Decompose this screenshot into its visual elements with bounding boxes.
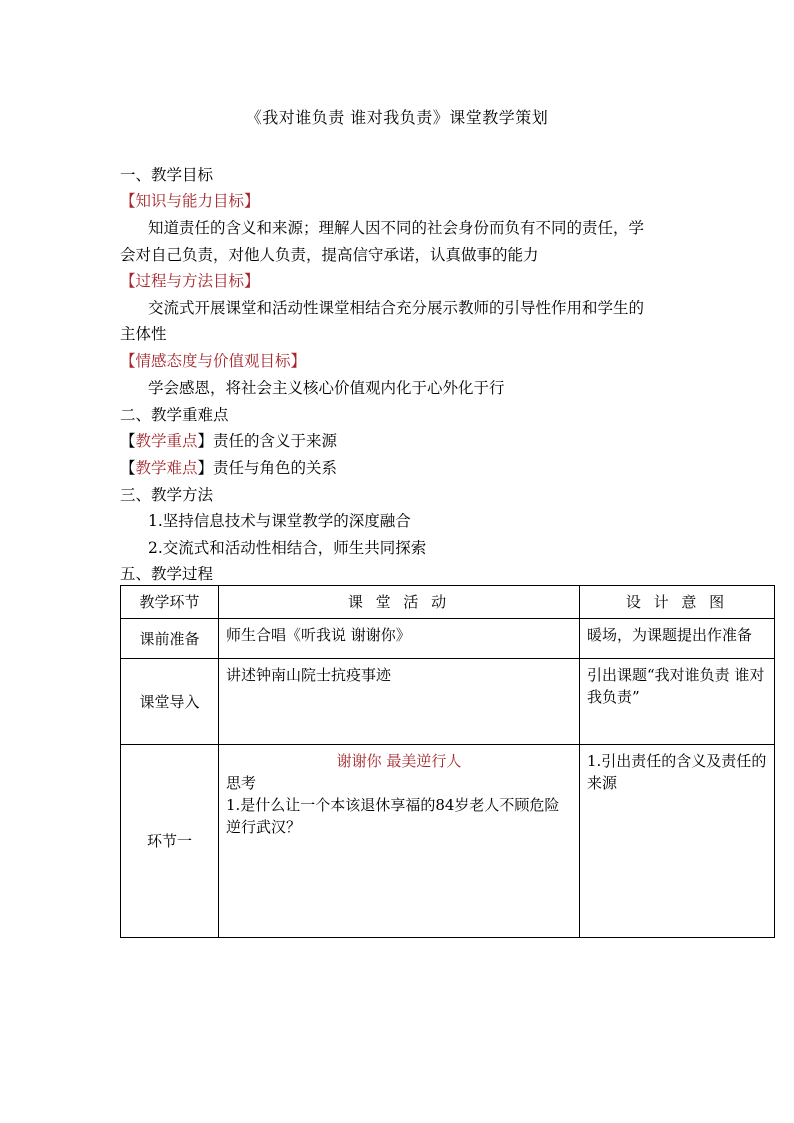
table-header-row bbox=[121, 586, 775, 619]
header-stage: 教学环节 bbox=[121, 586, 219, 619]
knowledge-goal-text-2: 会对自己负责，对他人负责，提高信守承诺，认真做事的能力 bbox=[120, 246, 539, 264]
activity-question: 1.是什么让一个本该退休享福的84岁老人不顾危险逆行武汉？ bbox=[226, 796, 560, 836]
row-stage: 环节一 bbox=[121, 745, 219, 938]
key-point-tag: 教学重点 bbox=[135, 432, 198, 450]
difficult-point-bracket-close: 】 bbox=[197, 459, 214, 477]
method-item-1: 1.坚持信息技术与课堂教学的深度融合 bbox=[148, 512, 411, 530]
activity-line: 思考 bbox=[226, 774, 257, 792]
key-point-text: 责任的含义于来源 bbox=[213, 432, 338, 450]
key-point-bracket-close: 】 bbox=[197, 432, 214, 450]
key-point-bracket-open: 【 bbox=[120, 432, 136, 450]
row-stage: 课堂导入 bbox=[121, 659, 219, 745]
row-activity: 师生合唱《听我说 谢谢你》 bbox=[219, 619, 580, 659]
key-point-line bbox=[120, 430, 337, 452]
process-goal-tag: 【过程与方法目标】 bbox=[120, 272, 260, 290]
process-goal-text-2: 主体性 bbox=[120, 325, 167, 343]
row-intent: 1.引出责任的含义及责任的来源 bbox=[580, 745, 775, 938]
emotion-goal-text: 学会感恩，将社会主义核心价值观内化于心外化于行 bbox=[148, 379, 505, 397]
teaching-process-table bbox=[120, 585, 775, 938]
difficult-point-tag: 教学难点 bbox=[135, 459, 198, 477]
row-activity bbox=[219, 745, 580, 938]
difficult-point-text: 责任与角色的关系 bbox=[213, 459, 338, 477]
table-row bbox=[121, 659, 775, 745]
difficult-point-line bbox=[120, 457, 337, 479]
table-row bbox=[121, 619, 775, 659]
process-goal-text-1: 交流式开展课堂和活动性课堂相结合充分展示教师的引导性作用和学生的 bbox=[148, 299, 645, 317]
goals-heading: 一、教学目标 bbox=[120, 166, 214, 184]
row-intent: 引出课题“我对谁负责 谁对我负责” bbox=[580, 659, 775, 745]
method-item-2: 2.交流式和活动性相结合，师生共同探索 bbox=[148, 539, 427, 557]
method-heading: 三、教学方法 bbox=[120, 486, 214, 504]
key-points-heading: 二、教学重难点 bbox=[120, 406, 229, 424]
activity-title: 谢谢你 最美逆行人 bbox=[336, 752, 462, 770]
row-intent: 暖场，为课题提出作准备 bbox=[580, 619, 775, 659]
row-activity: 讲述钟南山院士抗疫事迹 bbox=[219, 659, 580, 745]
knowledge-goal-tag: 【知识与能力目标】 bbox=[120, 192, 260, 210]
page-title: 《我对谁负责 谁对我负责》课堂教学策划 bbox=[245, 108, 549, 127]
row-stage: 课前准备 bbox=[121, 619, 219, 659]
knowledge-goal-text-1: 知道责任的含义和来源；理解人因不同的社会身份而负有不同的责任，学 bbox=[148, 219, 645, 237]
table-row bbox=[121, 745, 775, 938]
header-intent: 设 计 意 图 bbox=[580, 586, 775, 619]
header-activity: 课 堂 活 动 bbox=[219, 586, 580, 619]
teaching-process-heading: 五、教学过程 bbox=[120, 565, 214, 583]
difficult-point-bracket-open: 【 bbox=[120, 459, 136, 477]
emotion-goal-tag: 【情感态度与价值观目标】 bbox=[120, 352, 307, 370]
